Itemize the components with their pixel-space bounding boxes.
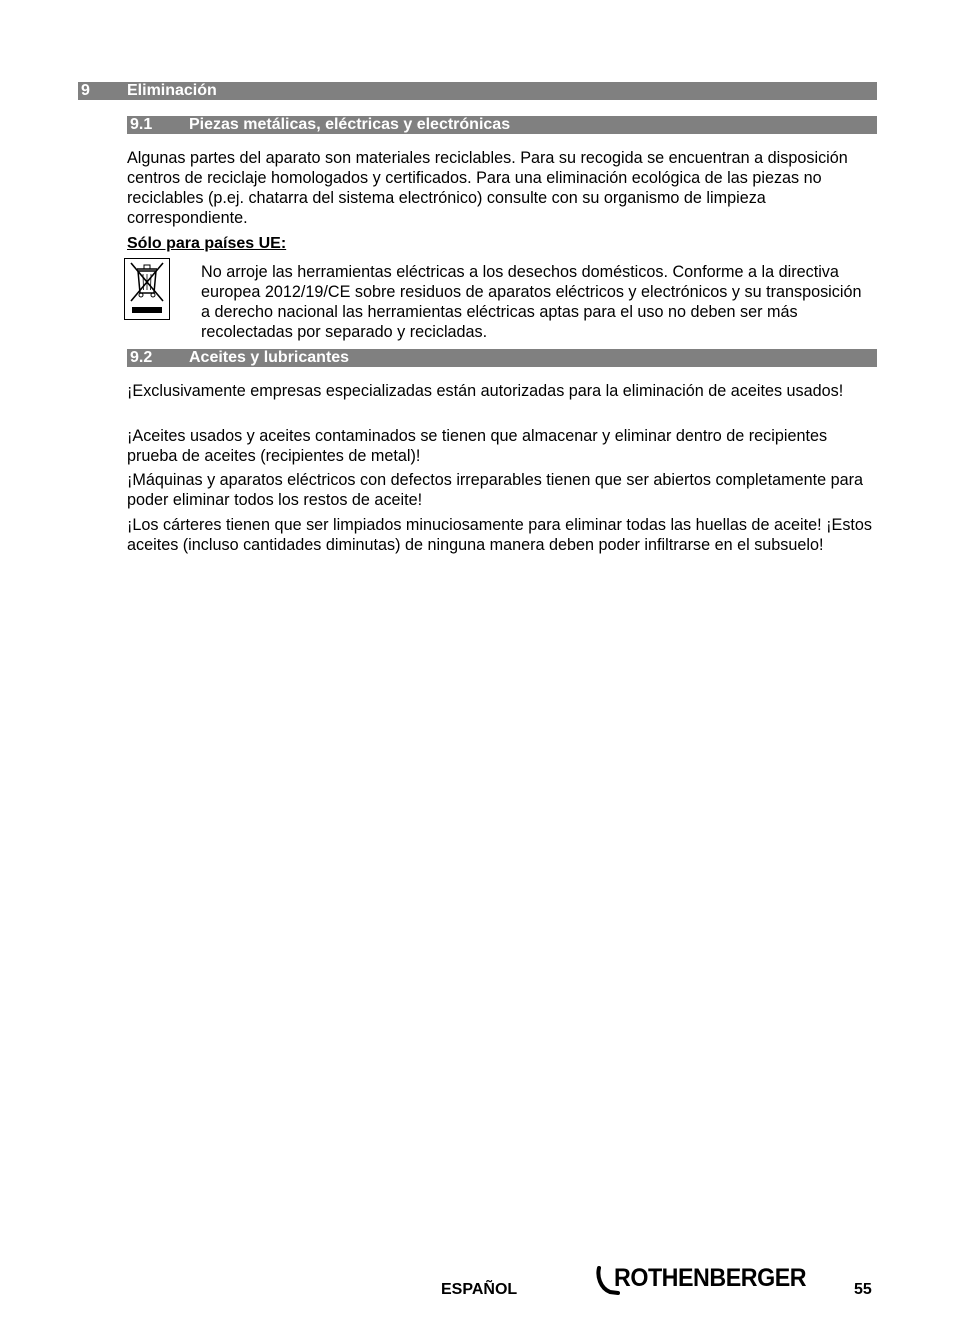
eu-disposal-text: No arroje las herramientas eléctricas a los desechos domésticos. Conforme a la directiva europea 2012/19/CE sobre residuos de aparatos eléctricos y electrónicos y su transposición a derecho nacional las herramientas eléctricas aptas para el uso no deben ser más recolectadas por separado y recicladas. — [201, 263, 862, 341]
oil-paragraph-1: ¡Exclusivamente empresas especializadas están autorizadas para la eliminación de aceites usados! — [127, 382, 844, 400]
section-number: 9 — [81, 82, 90, 99]
subsection-number: 9.1 — [130, 116, 153, 133]
oil-paragraph-2: ¡Aceites usados y aceites contaminados se tienen que almacenar y eliminar dentro de recipientes prueba de aceites (recipientes de metal)! — [127, 427, 828, 465]
page-number: 55 — [854, 1281, 872, 1298]
subsection-title: Aceites y lubricantes — [189, 349, 350, 366]
brand-logo — [594, 1264, 826, 1298]
section-9-2-header — [127, 349, 877, 367]
oil-paragraph-3: ¡Máquinas y aparatos eléctricos con defectos irreparables tienen que ser abiertos completamente para poder eliminar todos los restos de aceite! — [127, 471, 864, 509]
section-9-header — [78, 82, 877, 100]
recycling-paragraph: Algunas partes del aparato son materiales reciclables. Para su recogida se encuentran a disposición centros de reciclaje homologados y certificados. Para una eliminación ecológica de las piezas no reciclables (p.ej. chatarra del sistema electrónico) consulte con su organismo de limpieza correspondiente. — [127, 149, 848, 227]
oil-paragraph-4: ¡Los cárteres tienen que ser limpiados minuciosamente para eliminar todas las huellas de aceite! ¡Estos aceites (incluso cantidades diminutas) de ninguna manera deben poder infiltrarse en el subsuelo! — [127, 516, 873, 554]
eu-only-heading: Sólo para países UE: — [127, 235, 287, 252]
footer-language: ESPAÑOL — [441, 1281, 518, 1298]
weee-crossed-bin-icon — [124, 258, 170, 320]
section-9-1-header — [127, 116, 877, 134]
section-title: Eliminación — [127, 82, 217, 99]
subsection-number: 9.2 — [130, 349, 153, 366]
subsection-title: Piezas metálicas, eléctricas y electrónicas — [189, 116, 511, 133]
brand-name: ROTHENBERGER — [614, 1264, 807, 1292]
